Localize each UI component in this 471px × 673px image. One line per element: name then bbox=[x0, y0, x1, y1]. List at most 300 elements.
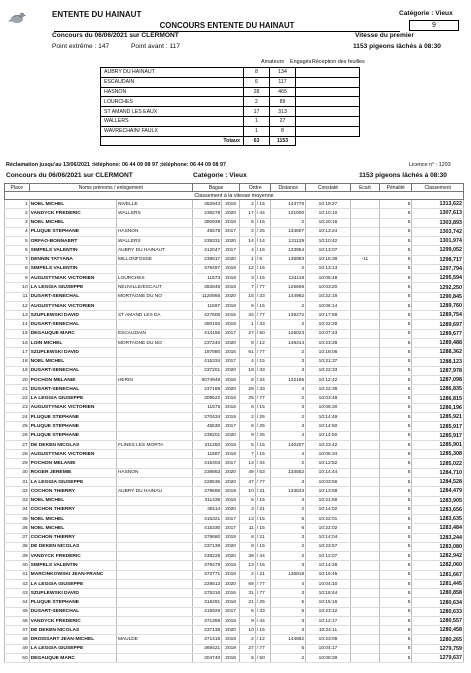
result-row bbox=[5, 542, 464, 551]
cell-place: 32 bbox=[5, 487, 30, 496]
cell-distance: 4 bbox=[271, 450, 306, 459]
cell-order-num: 47 bbox=[240, 477, 256, 486]
cell-ring: 11573 bbox=[193, 274, 222, 283]
cell-distance: 131000 bbox=[271, 209, 306, 218]
cell-place: 8 bbox=[5, 264, 30, 273]
cell-name: DUSART-SENECHAL bbox=[29, 292, 116, 301]
cell-place: 17 bbox=[5, 348, 30, 357]
cell-penalty: 5 bbox=[379, 598, 411, 607]
origin-reception bbox=[296, 116, 360, 126]
cell-penalty: 5 bbox=[379, 533, 411, 542]
cell-locality bbox=[116, 644, 192, 653]
cell-penalty: 5 bbox=[379, 301, 411, 310]
cell-place: 5 bbox=[5, 237, 30, 246]
cell-locality bbox=[116, 533, 192, 542]
cell-penalty: 5 bbox=[379, 385, 411, 394]
cell-penalty: 5 bbox=[379, 274, 411, 283]
cell-ring: 237201 bbox=[193, 366, 222, 375]
cell-penalty: 5 bbox=[379, 616, 411, 625]
cell-locality bbox=[116, 626, 192, 635]
cell-penalty: 5 bbox=[379, 209, 411, 218]
cell-time: 10:23:57 bbox=[306, 542, 351, 551]
cell-year: 2020 bbox=[222, 255, 240, 264]
cell-distance: 2 bbox=[271, 542, 306, 551]
cell-name: VANDYCK FREDERIC bbox=[29, 552, 116, 561]
cell-order-total: / 34 bbox=[255, 459, 271, 468]
origin-row bbox=[101, 68, 360, 78]
cell-place: 29 bbox=[5, 459, 30, 468]
cell-order-total: / 77 bbox=[255, 311, 271, 320]
cell-ecart bbox=[350, 246, 379, 255]
cell-ring: 382846 bbox=[193, 283, 222, 292]
speed-label: Vitesse du premier bbox=[355, 32, 414, 39]
result-row bbox=[5, 246, 464, 255]
cell-time: 10:14:50 bbox=[306, 431, 351, 440]
cell-speed: 1287,098 bbox=[412, 376, 464, 385]
origin-amateurs: 6 bbox=[244, 77, 270, 87]
cell-year: 2017 bbox=[222, 357, 240, 366]
result-row bbox=[5, 376, 464, 385]
cell-ring: 228513 bbox=[193, 579, 222, 588]
origin-reception bbox=[296, 87, 360, 97]
cell-time: 10:14:44 bbox=[306, 468, 351, 477]
origin-amateurs: 2 bbox=[244, 97, 270, 107]
cell-order-total: / 25 bbox=[255, 598, 271, 607]
cell-name: PLUQUE STEPHANE bbox=[29, 422, 116, 431]
cell-order-total: / 33 bbox=[255, 292, 271, 301]
cell-place: 20 bbox=[5, 376, 30, 385]
cell-order-total: / 15 bbox=[255, 357, 271, 366]
cell-order-num: 2 bbox=[240, 200, 256, 209]
cell-order-total: / 15 bbox=[255, 200, 271, 209]
sub-category: Catégorie : Vieux bbox=[193, 172, 247, 179]
cell-order-total: / 15 bbox=[255, 524, 271, 533]
cell-ring: 415330 bbox=[193, 524, 222, 533]
cell-penalty: 5 bbox=[379, 570, 411, 579]
cell-distance: 3 bbox=[271, 589, 306, 598]
cell-distance: 2 bbox=[271, 301, 306, 310]
cell-order-num: 2 bbox=[240, 227, 256, 236]
cell-name: PLUQUE STEPHANE bbox=[29, 227, 116, 236]
cell-distance: 3 bbox=[271, 616, 306, 625]
cell-order-num: 2 bbox=[240, 413, 256, 422]
result-row bbox=[5, 413, 464, 422]
cell-ecart bbox=[350, 338, 379, 347]
cell-locality bbox=[116, 607, 192, 616]
cell-ring: 237139 bbox=[193, 542, 222, 551]
cell-penalty: 5 bbox=[379, 431, 411, 440]
cell-ring: 379479 bbox=[193, 561, 222, 570]
cell-locality bbox=[116, 320, 192, 329]
cell-name: NOEL MICHEL bbox=[29, 357, 116, 366]
origin-name: ST AMAND LES EAUX bbox=[101, 107, 244, 117]
cell-speed: 1307,613 bbox=[412, 209, 464, 218]
result-row bbox=[5, 515, 464, 524]
cell-ring: 304740 bbox=[193, 654, 222, 663]
cell-ecart bbox=[350, 450, 379, 459]
cell-ecart bbox=[350, 440, 379, 449]
cell-time: 10:07:43 bbox=[306, 329, 351, 338]
column-header: Noms prénoms / enlogement bbox=[29, 184, 192, 192]
cell-order-num: 49 bbox=[240, 468, 256, 477]
cell-year: 2017 bbox=[222, 227, 240, 236]
cell-ecart bbox=[350, 542, 379, 551]
cell-name: VANDYCK FREDERIC bbox=[29, 616, 116, 625]
cell-time: 10:22:18 bbox=[306, 292, 351, 301]
cell-order-num: 2 bbox=[240, 635, 256, 644]
cell-order-total: / 15 bbox=[255, 515, 271, 524]
cell-ecart bbox=[350, 376, 379, 385]
cell-distance: 2 bbox=[271, 505, 306, 514]
cell-ring: 371359 bbox=[193, 616, 222, 625]
cell-place: 19 bbox=[5, 366, 30, 375]
cell-order-num: 14 bbox=[240, 459, 256, 468]
cell-speed: 1282,942 bbox=[412, 552, 464, 561]
cell-time: 10:23:28 bbox=[306, 338, 351, 347]
licence-number: Licence n° : 1293 bbox=[409, 162, 451, 168]
cell-year: 2017 bbox=[222, 607, 240, 616]
cell-order-total: / 25 bbox=[255, 413, 271, 422]
cell-order-num: 8 bbox=[240, 533, 256, 542]
result-row bbox=[5, 366, 464, 375]
cell-name: SIMPELS VALENTIN bbox=[29, 561, 116, 570]
result-row bbox=[5, 533, 464, 542]
cell-order-total: / 8 bbox=[255, 255, 271, 264]
cell-speed: 1285,917 bbox=[412, 422, 464, 431]
cell-year: 2019 bbox=[222, 487, 240, 496]
cell-distance: 134552 bbox=[271, 468, 306, 477]
cell-name: COCHON THIERRY bbox=[29, 487, 116, 496]
result-row bbox=[5, 237, 464, 246]
cell-time: 10:14:02 bbox=[306, 505, 351, 514]
cell-order-num: 25 bbox=[240, 394, 256, 403]
origin-engages: 465 bbox=[270, 87, 296, 97]
category-value: 9 bbox=[409, 20, 459, 31]
cell-time: 10:23:12 bbox=[306, 607, 351, 616]
cell-locality bbox=[116, 589, 192, 598]
cell-speed: 1297,794 bbox=[412, 264, 464, 273]
cell-penalty: 5 bbox=[379, 200, 411, 209]
cell-ring: 11575 bbox=[193, 403, 222, 412]
cell-year: 2019 bbox=[222, 301, 240, 310]
cell-distance: 3 bbox=[271, 561, 306, 570]
cell-penalty: 5 bbox=[379, 589, 411, 598]
cell-distance: 3 bbox=[271, 533, 306, 542]
cell-ecart: -11 bbox=[350, 255, 379, 264]
result-row bbox=[5, 607, 464, 616]
cell-distance: 5 bbox=[271, 515, 306, 524]
cell-ecart bbox=[350, 505, 379, 514]
cell-time: 10:21:59 bbox=[306, 496, 351, 505]
cell-locality bbox=[116, 403, 192, 412]
contest-title: CONCOURS ENTENTE DU HAINAUT bbox=[54, 21, 400, 32]
cell-time: 10:06:14 bbox=[306, 301, 351, 310]
cell-order-num: 5 bbox=[240, 654, 256, 663]
cell-locality: MILLONFOSSE bbox=[116, 255, 192, 264]
cell-penalty: 5 bbox=[379, 542, 411, 551]
cell-speed: 1283,080 bbox=[412, 542, 464, 551]
cell-order-num: 2 bbox=[240, 570, 256, 579]
org-name: ENTENTE DU HAINAUT bbox=[52, 10, 142, 19]
cell-year: 2017 bbox=[222, 329, 240, 338]
cell-year: 2019 bbox=[222, 413, 240, 422]
cell-locality bbox=[116, 218, 192, 227]
cell-locality: NEUVILLE/ESCAUT bbox=[116, 283, 192, 292]
origin-name: AUBRY DU HAINAUT bbox=[101, 68, 244, 78]
cell-speed: 1280,858 bbox=[412, 589, 464, 598]
cell-order-num: 5 bbox=[240, 218, 256, 227]
origin-name: LOURCHES bbox=[101, 97, 244, 107]
cell-locality: HASNON bbox=[116, 468, 192, 477]
cell-speed: 1289,760 bbox=[412, 301, 464, 310]
cell-ecart bbox=[350, 496, 379, 505]
cell-order-num: 1 bbox=[240, 255, 256, 264]
cell-order-total: / 44 bbox=[255, 209, 271, 218]
cell-year: 2017 bbox=[222, 515, 240, 524]
cell-place: 23 bbox=[5, 403, 30, 412]
origin-reception bbox=[296, 68, 360, 78]
cell-place: 50 bbox=[5, 654, 30, 663]
cell-order-total: / 77 bbox=[255, 348, 271, 357]
cell-order-total: / 16 bbox=[255, 561, 271, 570]
cell-place: 30 bbox=[5, 468, 30, 477]
cell-ring: 380939 bbox=[193, 218, 222, 227]
origin-reception bbox=[296, 97, 360, 107]
cell-distance: 3 bbox=[271, 357, 306, 366]
cell-time: 10:13:13 bbox=[306, 264, 351, 273]
cell-order-num: 6 bbox=[240, 607, 256, 616]
cell-year: 2016 bbox=[222, 589, 240, 598]
cell-name: ROGER JEREMIE bbox=[29, 468, 116, 477]
cell-speed: 1280,557 bbox=[412, 616, 464, 625]
cell-name: DUSART-SENECHAL bbox=[29, 385, 116, 394]
cell-penalty: 5 bbox=[379, 338, 411, 347]
cell-distance: 144862 bbox=[271, 635, 306, 644]
cell-ecart bbox=[350, 200, 379, 209]
cell-name: AUGUSTYNIAK VICTORIEN bbox=[29, 450, 116, 459]
cell-year: 2020 bbox=[222, 209, 240, 218]
cell-time: 10:10:10 bbox=[306, 209, 351, 218]
cell-distance: 136818 bbox=[271, 570, 306, 579]
cell-penalty: 5 bbox=[379, 283, 411, 292]
cell-distance: 2 bbox=[271, 320, 306, 329]
cell-speed: 1298,717 bbox=[412, 255, 464, 264]
engages-header: Engagés bbox=[290, 59, 312, 65]
cell-place: 14 bbox=[5, 320, 30, 329]
cell-year: 2018 bbox=[222, 376, 240, 385]
cell-penalty: 5 bbox=[379, 403, 411, 412]
cell-ecart bbox=[350, 579, 379, 588]
cell-time: 10:23:09 bbox=[306, 635, 351, 644]
cell-order-total: / 77 bbox=[255, 394, 271, 403]
result-row bbox=[5, 468, 464, 477]
cell-order-num: 6 bbox=[240, 422, 256, 431]
cell-place: 3 bbox=[5, 218, 30, 227]
cell-penalty: 5 bbox=[379, 246, 411, 255]
cell-ring: 239331 bbox=[193, 237, 222, 246]
cell-order-num: 11 bbox=[240, 524, 256, 533]
cell-penalty: 5 bbox=[379, 227, 411, 236]
cell-ecart bbox=[350, 552, 379, 561]
column-header: Distance bbox=[271, 184, 306, 192]
cell-penalty: 5 bbox=[379, 320, 411, 329]
cell-name: DE DEKEN NICOLAS bbox=[29, 626, 116, 635]
cell-order-total: / 21 bbox=[255, 533, 271, 542]
cell-locality bbox=[116, 524, 192, 533]
cell-distance: 2 bbox=[271, 218, 306, 227]
result-row bbox=[5, 357, 464, 366]
cell-locality bbox=[116, 385, 192, 394]
sub-contest: Concours du 06/06/2021 sur CLERMONT bbox=[6, 172, 133, 179]
result-row bbox=[5, 561, 464, 570]
released-count: 1153 pigeons lâchés à 08:30 bbox=[353, 43, 441, 50]
cell-order-total: / 50 bbox=[255, 329, 271, 338]
result-row bbox=[5, 422, 464, 431]
cell-name: DEGAUQUE MARC bbox=[29, 329, 116, 338]
cell-order-num: 27 bbox=[240, 644, 256, 653]
cell-order-total: / 33 bbox=[255, 607, 271, 616]
cell-order-total: / 12 bbox=[255, 338, 271, 347]
cell-locality: ST AMAND LES EA bbox=[116, 311, 192, 320]
cell-name: PLUQUE STEPHANE bbox=[29, 431, 116, 440]
cell-ring: 6074949 bbox=[193, 376, 222, 385]
cell-locality: LOURCHES bbox=[116, 274, 192, 283]
result-row bbox=[5, 274, 464, 283]
column-header: Ordre bbox=[240, 184, 271, 192]
cell-locality bbox=[116, 477, 192, 486]
cell-ring: 372771 bbox=[193, 570, 222, 579]
cell-distance: 2 bbox=[271, 413, 306, 422]
cell-speed: 1283,656 bbox=[412, 505, 464, 514]
cell-distance: 144962 bbox=[271, 292, 306, 301]
cell-place: 7 bbox=[5, 255, 30, 264]
result-row bbox=[5, 598, 464, 607]
cell-order-num: 4 bbox=[240, 246, 256, 255]
cell-place: 18 bbox=[5, 357, 30, 366]
cell-speed: 1286,815 bbox=[412, 394, 464, 403]
cell-place: 36 bbox=[5, 524, 30, 533]
cell-penalty: 5 bbox=[379, 264, 411, 273]
cell-year: 2020 bbox=[222, 431, 240, 440]
result-row bbox=[5, 654, 464, 663]
cell-speed: 1287,978 bbox=[412, 366, 464, 375]
cell-penalty: 5 bbox=[379, 477, 411, 486]
cell-penalty: 5 bbox=[379, 515, 411, 524]
cell-ecart bbox=[350, 589, 379, 598]
point-avant: Point avant : 117 bbox=[131, 43, 180, 50]
cell-penalty: 5 bbox=[379, 654, 411, 663]
cell-year: 2020 bbox=[222, 385, 240, 394]
origin-reception bbox=[296, 107, 360, 117]
cell-year: 2020 bbox=[222, 579, 240, 588]
cell-speed: 1279,759 bbox=[412, 644, 464, 653]
cell-ecart bbox=[350, 218, 379, 227]
cell-time: 10:13:07 bbox=[306, 246, 351, 255]
cell-ecart bbox=[350, 644, 379, 653]
cell-speed: 1299,052 bbox=[412, 246, 464, 255]
origin-amateurs: 28 bbox=[244, 87, 270, 97]
cell-locality bbox=[116, 570, 192, 579]
pigeon-logo-icon bbox=[8, 10, 26, 25]
cell-speed: 1280,633 bbox=[412, 607, 464, 616]
cell-speed: 1282,060 bbox=[412, 561, 464, 570]
cell-time: 10:12:07 bbox=[306, 552, 351, 561]
origin-row bbox=[101, 116, 360, 126]
result-row bbox=[5, 635, 464, 644]
cell-speed: 1283,635 bbox=[412, 515, 464, 524]
cell-place: 34 bbox=[5, 505, 30, 514]
cell-ring: 238517 bbox=[193, 255, 222, 264]
cell-ring: 11597 bbox=[193, 301, 222, 310]
cell-ecart bbox=[350, 292, 379, 301]
cell-order-num: 10 bbox=[240, 626, 256, 635]
cell-speed: 1279,637 bbox=[412, 654, 464, 663]
cell-ecart bbox=[350, 524, 379, 533]
cell-name: DUSART-SENECHAL bbox=[29, 320, 116, 329]
result-row bbox=[5, 348, 464, 357]
cell-name: DE DEKEN NICOLAS bbox=[29, 440, 116, 449]
cell-ring: 45578 bbox=[193, 227, 222, 236]
cell-order-total: / 33 bbox=[255, 385, 271, 394]
cell-speed: 1292,250 bbox=[412, 283, 464, 292]
cell-order-total: / 15 bbox=[255, 542, 271, 551]
cell-order-num: 9 bbox=[240, 431, 256, 440]
cell-time: 10:03:20 bbox=[306, 283, 351, 292]
column-header: Ecart bbox=[350, 184, 379, 192]
cell-locality bbox=[116, 654, 192, 663]
cell-name: AUGUSTYNIAK VICTORIEN bbox=[29, 403, 116, 412]
cell-place: 41 bbox=[5, 570, 30, 579]
cell-penalty: 5 bbox=[379, 626, 411, 635]
cell-locality: HERIN bbox=[116, 376, 192, 385]
cell-ecart bbox=[350, 366, 379, 375]
cell-locality bbox=[116, 505, 192, 514]
cell-year: 2020 bbox=[222, 626, 240, 635]
cell-distance: 3 bbox=[271, 366, 306, 375]
cell-ring: 369421 bbox=[193, 644, 222, 653]
result-row bbox=[5, 589, 464, 598]
cell-locality bbox=[116, 616, 192, 625]
cell-locality bbox=[116, 450, 192, 459]
result-row bbox=[5, 579, 464, 588]
column-header: Classement bbox=[412, 184, 464, 192]
cell-ring: 187880 bbox=[193, 348, 222, 357]
cell-year: 2020 bbox=[222, 505, 240, 514]
cell-locality bbox=[116, 496, 192, 505]
column-header: Constaté bbox=[306, 184, 351, 192]
cell-ecart bbox=[350, 357, 379, 366]
cell-penalty: 5 bbox=[379, 255, 411, 264]
cell-place: 49 bbox=[5, 644, 30, 653]
cell-year: 2018 bbox=[222, 496, 240, 505]
origin-name: HASNON bbox=[101, 87, 244, 97]
cell-ecart bbox=[350, 459, 379, 468]
cell-order-total: / 77 bbox=[255, 477, 271, 486]
cell-order-total: / 16 bbox=[255, 264, 271, 273]
cell-locality bbox=[116, 579, 192, 588]
cell-order-total: / 53 bbox=[255, 468, 271, 477]
cell-locality: AUBRY DU HAINAUT bbox=[116, 246, 192, 255]
cell-speed: 1285,022 bbox=[412, 459, 464, 468]
cell-ecart bbox=[350, 413, 379, 422]
result-row bbox=[5, 431, 464, 440]
cell-speed: 1289,697 bbox=[412, 320, 464, 329]
cell-speed: 1280,265 bbox=[412, 635, 464, 644]
cell-penalty: 5 bbox=[379, 644, 411, 653]
cell-name: LA LEGGIA GIUSEPPE bbox=[29, 579, 116, 588]
cell-time: 10:22:02 bbox=[306, 524, 351, 533]
cell-distance: 2 bbox=[271, 264, 306, 273]
